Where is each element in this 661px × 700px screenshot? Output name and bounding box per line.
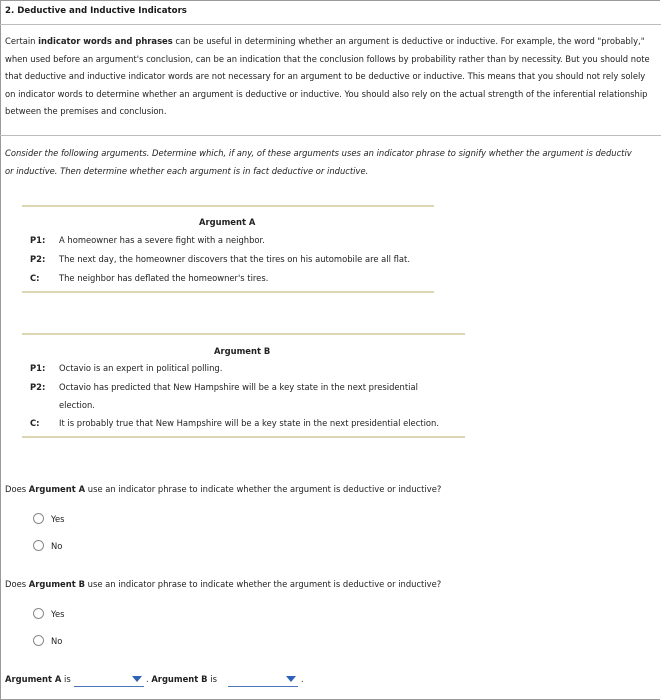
radio-button[interactable] [33,635,44,646]
conclusion-text: It is probably true that New Hampshire will be a key state in the next presidential election. [59,418,440,428]
argument-a-type-dropdown[interactable] [74,674,144,687]
conclusion-label: C: [30,273,40,283]
final-answer-a-label: Argument A is [5,674,71,684]
radio-button[interactable] [33,540,44,551]
question-b: Does Argument B use an indicator phrase to indicate whether the argument is deductive or inductive? [5,579,442,589]
argument-b-type-dropdown[interactable] [228,674,298,687]
final-answer-b-label: . Argument B is [146,674,217,684]
option-label: No [51,541,63,551]
argument-a-top-rule [22,205,434,207]
premise-label: P2: [30,382,46,392]
radio-button[interactable] [33,608,44,619]
premise-text: The next day, the homeowner discovers that the tires on his automobile are all flat. [59,254,410,264]
intro-highlight: indicator words and phrases [38,36,173,46]
premise-label: P1: [30,235,46,245]
premise-text: A homeowner has a severe fight with a neighbor. [59,235,265,245]
section-title: 2. Deductive and Inductive Indicators [5,6,187,16]
option-label: No [51,636,63,646]
final-period: . [301,674,304,684]
conclusion-label: C: [30,418,40,428]
premise-label: P1: [30,363,46,373]
instructions [5,145,661,180]
chevron-down-icon[interactable] [286,676,296,682]
argument-a-title: Argument A [199,217,256,227]
argument-b-title: Argument B [214,346,271,356]
premise-text-continued: election. [59,400,95,410]
argument-a-bottom-rule [22,291,434,293]
instructions-line-1: Consider the following arguments. Determine which, if any, of these arguments uses an indicator phrase to signify whether the argument is deductiv [5,148,632,158]
argument-b-top-rule [22,333,465,335]
argument-b-bottom-rule [22,436,465,438]
instructions-line-2: or inductive. Then determine whether each argument is in fact deductive or inductive. [5,165,369,176]
option-label: Yes [51,609,65,619]
premise-text: Octavio has predicted that New Hampshire will be a key state in the next presidential [59,382,418,392]
premise-label: P2: [30,254,46,264]
radio-button[interactable] [33,513,44,524]
chevron-down-icon[interactable] [132,676,142,682]
question-a: Does Argument A use an indicator phrase to indicate whether the argument is deductive or inductive? [5,484,442,494]
premise-text: Octavio is an expert in political polling. [59,363,223,373]
option-label: Yes [51,514,65,524]
conclusion-text: The neighbor has deflated the homeowner's tires. [59,273,269,283]
intro-text: Certain indicator words and phrases can be useful in determining whether an argument is deductive or inductive. For example, the word "probably," when used before an argument's conclusion, can be an indication that the conclusion follows by probability rather than by necessity. But you should note that deductive and inductive indicator words are not necessary for an argument to be deductive or inductive. This means that you should not rely solely on indicator words to determine whether an argument is deductive or inductive. You should also rely on the actual strength of the inferential relationship between the premises and conclusion. [5,36,650,117]
